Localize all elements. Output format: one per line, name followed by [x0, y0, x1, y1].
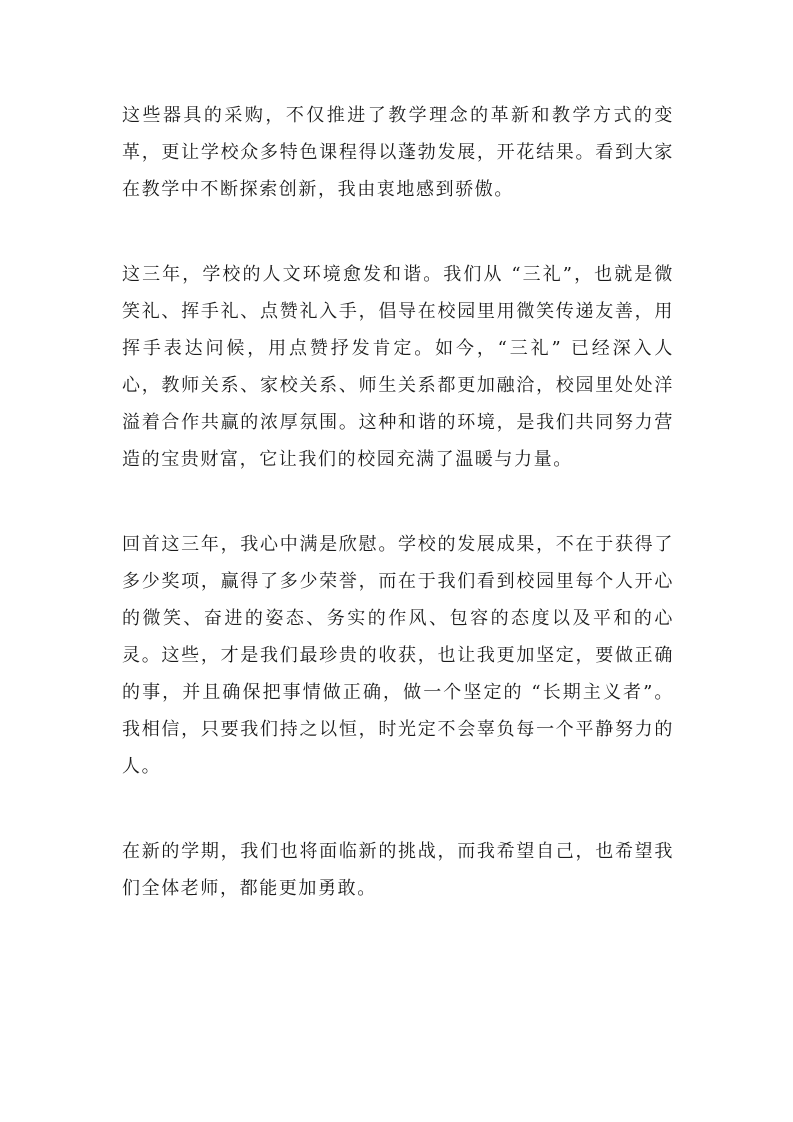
paragraph-equipment-purchase: 这些器具的采购，不仅推进了教学理念的革新和教学方式的变革，更让学校众多特色课程得以蓬勃发展，开花结果。看到大家在教学中不断探索创新，我由衷地感到骄傲。 — [122, 105, 674, 200]
paragraph-humanistic-environment: 这三年，学校的人文环境愈发和谐。我们从 “三礼”，也就是微笑礼、挥手礼、点赞礼入手，倡导在校园里用微笑传递友善，用挥手表达问候，用点赞抒发肯定。如今，“三礼” 已经深入人心，教师关系、家校关系、师生关系都更加融洽，校园里处处洋溢着合作共赢的浓厚氛围。这种和谐的环境，是我们共同努力营造的宝贵财富，它让我们的校园充满了温暖与力量。 — [122, 264, 674, 470]
paragraph-three-years-review: 回首这三年，我心中满是欣慰。学校的发展成果，不在于获得了多少奖项，赢得了多少荣誉，而在于我们看到校园里每个人开心的微笑、奋进的姿态、务实的作风、包容的态度以及平和的心灵。这些，才是我们最珍贵的收获，也让我更加坚定，要做正确的事，并且确保把事情做正确，做一个坚定的 “长期主义者”。我相信，只要我们持之以恒，时光定不会辜负每一个平静努力的人。 — [122, 534, 674, 777]
document-body — [122, 97, 674, 955]
paragraph-new-semester: 在新的学期，我们也将面临新的挑战，而我希望自己，也希望我们全体老师，都能更加勇敢。 — [122, 841, 674, 899]
